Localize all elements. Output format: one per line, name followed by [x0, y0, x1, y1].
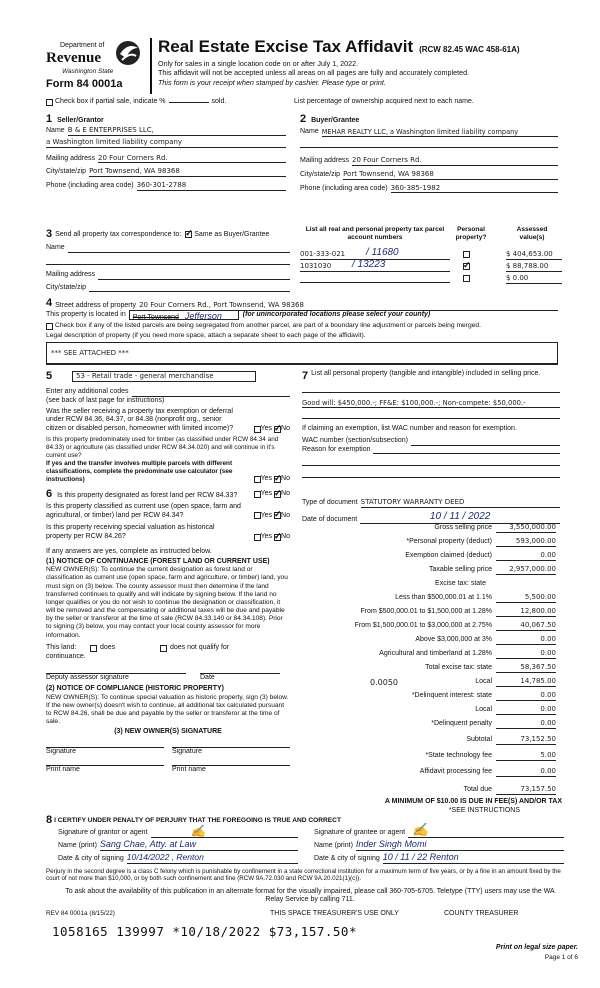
- yes-label: Yes: [260, 511, 273, 519]
- parcel-rows: [300, 247, 562, 285]
- does-not-qualify-checkbox[interactable]: [160, 645, 167, 652]
- additional-codes-note: (see back of last page for instructions): [46, 396, 165, 404]
- personal-col-header: Personal property?: [455, 226, 487, 242]
- calc-value: 40,067.50: [496, 621, 556, 631]
- same-as-buyer-checkbox[interactable]: [185, 231, 192, 238]
- seller-section-number: 1: [46, 113, 53, 125]
- seller-name-1: B & E ENTERPRISES LLC,: [68, 126, 286, 136]
- signature-label-1: Signature: [46, 748, 76, 756]
- agency-state: Washington State: [62, 68, 114, 75]
- this-land-label: This land:: [46, 643, 77, 651]
- calc-label: Excise tax: state: [435, 580, 486, 588]
- grantor-date-label: Date & city of signing: [58, 855, 124, 863]
- same-as-buyer-label: Same as Buyer/Grantee: [194, 230, 270, 238]
- q-current-use-yes[interactable]: [254, 512, 261, 519]
- q-timber-calc: If yes and the transfer involves multiple parcels with different classifications, complete the predominate use calculator (see instructions): [46, 459, 233, 483]
- grantee-signature: ✍: [412, 822, 429, 837]
- calc-label: Affidavit processing fee: [419, 768, 492, 776]
- calc-row: [276, 676, 556, 687]
- calc-row: [276, 606, 556, 617]
- assessed-value: $ 404,653.00: [506, 250, 562, 260]
- parcel-row: [300, 274, 562, 285]
- header-note-3: This form is your receipt when stamped by cashier. Please type or print.: [158, 77, 386, 87]
- calc-value: 5,500.00: [496, 593, 556, 603]
- grantor-name-label: Name (print): [58, 842, 97, 850]
- section7-number: 7: [302, 370, 309, 382]
- page-number: Page 1 of 6: [544, 954, 578, 961]
- q-timber: Is this property predominately used for timber (as classified under RCW 84.34 and 84.33) or agriculture (as classified under RCW 84.34.020) and will continue in it's current use?: [46, 435, 279, 459]
- calc-row: [276, 784, 556, 795]
- header-note-1: Only for sales in a single location code on or after July 1, 2022.: [158, 59, 359, 68]
- calc-value: 14,785.00: [496, 677, 556, 687]
- seller-heading: Seller/Grantor: [57, 117, 104, 124]
- calc-row: [276, 718, 556, 729]
- use-code-select[interactable]: 53 - Retail trade - general merchandise: [72, 371, 256, 382]
- calc-label: Above $3,000,000 at 3%: [415, 636, 492, 644]
- doc-date: 10 / 11 / 2022: [360, 511, 560, 525]
- grantor-date: 10/14/2022 , Renton: [127, 852, 298, 864]
- grantor-signature-label: Signature of grantor or agent: [58, 829, 148, 837]
- buyer-heading: Buyer/Grantee: [311, 117, 360, 124]
- calc-label: *State technology fee: [425, 752, 492, 760]
- q-forest: Is this property designated as forest land per RCW 84.33?: [57, 492, 238, 499]
- seller-city: Port Townsend, WA 98368: [89, 167, 286, 177]
- calc-value: 0.00: [496, 719, 556, 729]
- q-current-use-no[interactable]: [274, 512, 281, 519]
- calc-label: Less than $500,000.01 at 1.1%: [395, 594, 492, 602]
- seller-address-label: Mailing address: [46, 154, 96, 162]
- calc-row: [276, 690, 556, 701]
- calc-label: *Personal property (deduct): [406, 538, 492, 546]
- property-address-label: Street address of property: [55, 302, 137, 309]
- buyer-section-number: 2: [300, 113, 307, 125]
- calc-value: 0.00: [496, 635, 556, 645]
- location-struck: Port Townsend: [132, 314, 179, 321]
- calc-row: [276, 620, 556, 631]
- grantee-date: 10 / 11 / 22 Renton: [383, 852, 564, 864]
- revision-label: REV 84 0001a (8/15/22): [46, 910, 115, 917]
- accessibility-note: To ask about the availability of this publication in an alternate format for the visually impaired, please call 360-705-6705. Teletype (TTY) users may use the WA Relay Service by calling 711.: [65, 888, 555, 904]
- calc-row: [276, 734, 556, 745]
- legal-description-box[interactable]: [46, 342, 558, 364]
- treasurer-use-label: THIS SPACE TREASURER'S USE ONLY: [270, 910, 399, 917]
- exemption-note: If claiming an exemption, list WAC number and reason for exemption.: [302, 425, 517, 433]
- deputy-signature-label: Deputy assessor signature: [46, 674, 129, 682]
- grantee-date-label: Date & city of signing: [314, 855, 380, 863]
- calc-label: Subtotal: [466, 736, 492, 744]
- calc-value: 0.00: [496, 649, 556, 659]
- legal-description-label: Legal description of property (if you need more space, attach a separate sheet to each page of the affidavit).: [46, 332, 366, 339]
- header-note-2: This affidavit will not be accepted unless all areas on all pages are fully and accurately completed.: [158, 68, 470, 78]
- no-label: No: [281, 490, 290, 497]
- form-number: Form 84 0001a: [46, 78, 123, 90]
- corr-name-label: Name: [46, 244, 65, 251]
- see-instructions: *SEE INSTRUCTIONS: [448, 807, 520, 814]
- property-section-number: 4: [46, 297, 53, 309]
- buyer-city: Port Townsend, WA 98368: [343, 170, 558, 180]
- calc-label: *Delinquent interest: state: [411, 692, 492, 700]
- tax-calculation: [300, 522, 562, 832]
- parcel-number: 001-333-021: [300, 250, 450, 260]
- legal-box-bottom: [46, 364, 558, 365]
- agency-name: Revenue: [46, 50, 101, 66]
- buyer-phone: 360-385-1982: [391, 184, 558, 194]
- seller-phone: 360-301-2788: [137, 181, 286, 191]
- grantor-name: Sang Chae, Atty. at Law: [100, 839, 298, 851]
- wac-label: WAC number (section/subsection): [302, 436, 408, 444]
- calc-row: [276, 536, 556, 547]
- section8-number: 8: [46, 814, 53, 826]
- calc-value: 73,152.50: [496, 735, 556, 745]
- q-forest-no[interactable]: [274, 491, 281, 498]
- no-label: No: [281, 425, 290, 432]
- calc-label: Total excise tax: state: [425, 664, 492, 672]
- located-note: (for unincorporated locations please select your county): [242, 310, 431, 318]
- list-percentage-note: List percentage of ownership acquired next to each name.: [294, 98, 474, 105]
- perjury-statement: Perjury in the second degree is a class C felony which is punishable by confinement in a state correctional institution for a maximum term of five years, or by a fine in an amount fixed by the court of not more than $10,000, or by both such confinement and fine (RCW 9A.72.030 and RCW 9A.20.021(1)(c)).: [46, 868, 561, 883]
- notice2-title: (2) NOTICE OF COMPLIANCE (HISTORIC PROPERTY): [46, 685, 224, 693]
- parcel-row: [300, 247, 562, 261]
- segregated-label: Check box if any of the listed parcels are being segregated from another parcel, are part of a boundary line adjustment or parcels being merged.: [55, 322, 482, 329]
- doc-type-label: Type of document: [302, 499, 358, 506]
- calc-value: 3,550,000.00: [496, 523, 556, 533]
- calc-row: [276, 550, 556, 561]
- signature-label-2: Signature: [172, 748, 202, 756]
- calc-label: Agricultural and timberland at 1.28%: [379, 650, 492, 658]
- no-label: No: [281, 475, 290, 482]
- calc-row: [276, 750, 556, 761]
- q-historic-yes[interactable]: [254, 534, 261, 541]
- notice2-text: NEW OWNER(S): To continue special valuation as historic property, sign (3) below. If the new owner(s) doesn't wish to continue, all additional tax calculated pursuant to RCW 84.26, shall be due and payable by the seller or transferor at the time of sale.: [46, 693, 289, 726]
- calc-row: [276, 704, 556, 715]
- q-exemption: Was the seller receiving a property tax exemption or deferral under RCW 84.36, 84.37, or 84.38 (nonprofit org., senior citizen or disabled person, homeowner with limited income)?: [46, 407, 234, 432]
- sold-label: sold.: [211, 98, 227, 105]
- calc-value: 0.00: [496, 551, 556, 561]
- yes-label: Yes: [260, 533, 273, 540]
- assessed-value: $ 88,788.00: [506, 262, 562, 272]
- no-label: No: [281, 511, 290, 519]
- correspondence-heading: Send all property tax correspondence to:: [55, 230, 182, 238]
- parcel-col-header: List all real and personal property tax parcel account numbers: [305, 226, 445, 242]
- q-exemption-no[interactable]: [274, 426, 281, 433]
- corr-address-label: Mailing address: [46, 270, 96, 278]
- calc-label: From $500,000.01 to $1,500,000 at 1.28%: [360, 608, 492, 616]
- section7-heading: List all personal property (tangible and intangible) included in selling price.: [311, 370, 541, 377]
- calc-label: From $1,500,000.01 to $3,000,000 at 2.75%: [354, 622, 492, 630]
- buyer-city-label: City/state/zip: [300, 170, 341, 178]
- located-label: This property is located in: [46, 310, 126, 318]
- calc-label: Local: [475, 706, 492, 714]
- parcel-number: 1031030: [300, 262, 450, 272]
- calc-value: 12,800.00: [496, 607, 556, 617]
- location-handwritten: Jefferson: [184, 311, 222, 321]
- buyer-name: MEHAR REALTY LLC, a Washington limited liability company: [322, 128, 558, 137]
- local-rate: 0.0050: [370, 678, 398, 687]
- seller-address: 20 Four Corners Rd.: [98, 154, 286, 164]
- q-timber-yes[interactable]: [254, 476, 261, 483]
- print-name-label-1: Print name: [46, 765, 80, 773]
- personal-property-checkbox[interactable]: [463, 263, 470, 270]
- seller-name-label: Name: [46, 127, 65, 134]
- certify-statement: I CERTIFY UNDER PENALTY OF PERJURY THAT THE FOREGOING IS TRUE AND CORRECT: [54, 816, 341, 824]
- buyer-name-label: Name: [300, 128, 319, 136]
- cashier-stamp: 1058165 139997 *10/18/2022 $73,157.50*: [52, 924, 357, 939]
- parcel-row: [300, 259, 562, 273]
- calc-value: 58,367.50: [496, 663, 556, 673]
- grantee-signature-label: Signature of grantee or agent: [314, 829, 406, 837]
- partial-sale-checkbox[interactable]: [46, 99, 53, 106]
- section6-number: 6: [46, 488, 53, 500]
- calc-label: Taxable selling price: [428, 566, 492, 574]
- buyer-address-label: Mailing address: [300, 157, 350, 165]
- legal-paper-note: Print on legal size paper.: [495, 944, 578, 951]
- calc-row: [276, 522, 556, 533]
- continuance-label: continuance.: [46, 652, 86, 660]
- if-yes-note: If any answers are yes, complete as instructed below.: [46, 547, 212, 555]
- yes-label: Yes: [260, 475, 273, 482]
- calc-label: *Delinquent penalty: [431, 720, 492, 728]
- q-historic: Is this property receiving special valuation as historical property per RCW 84.26?: [46, 524, 215, 540]
- personal-property-list: Good will: $450,000.-; FF&E: $100,000.-; Non-compete: $50,000.-: [302, 399, 560, 408]
- grantee-name: Inder Singh Momi: [356, 839, 564, 851]
- yes-label: Yes: [260, 490, 273, 497]
- does-not-label: does not qualify for: [170, 643, 230, 651]
- calc-row: [210, 578, 490, 589]
- buyer-phone-label: Phone (including area code): [300, 184, 388, 192]
- notice1-text: NEW OWNER(S): To continue the current designation as forest land or classification as current use (open space, farm and agriculture, or timber) land, you must sign on (3) below. The county assessor must then determine if the land transferred continues to qualify and will indicate by signing below. If the land no longer qualifies or you do not wish to continue the designation or classification, it will be removed and the compensating or additional taxes will be due and payable by the seller or transferor at the time of sale (RCW 84.33.140 or 84.34.108). Prior to signing (3) below, you may contact your local county assessor for more information.: [46, 566, 288, 639]
- minimum-due: A MINIMUM OF $10.00 IS DUE IN FEE(S) AND/OR TAX: [384, 798, 562, 805]
- reason-label: Reason for exemption: [302, 445, 371, 453]
- agency-logo: [44, 38, 148, 94]
- doc-type: STATUTORY WARRANTY DEED: [361, 498, 560, 508]
- calc-value: 2,957,000.00: [496, 565, 556, 575]
- notice1-title: (1) NOTICE OF CONTINUANCE (FOREST LAND OR CURRENT USE): [46, 557, 270, 565]
- calc-value: 5.00: [496, 751, 556, 761]
- new-owner-signature-heading: (3) NEW OWNER(S) SIGNATURE: [114, 728, 222, 736]
- q-current-use: Is this property classified as current use (open space, farm and agricultural, or timber) land per RCW 84.34?: [46, 502, 241, 519]
- calc-row: [276, 634, 556, 645]
- form-rcw: (RCW 82.45 WAC 458-61A): [419, 45, 520, 54]
- print-name-label-2: Print name: [172, 765, 206, 773]
- q-forest-yes[interactable]: [254, 491, 261, 498]
- correspondence-section-number: 3: [46, 228, 53, 240]
- no-label: No: [281, 533, 290, 540]
- calc-row: [276, 592, 556, 603]
- yes-label: Yes: [260, 425, 273, 432]
- q-exemption-yes[interactable]: [254, 426, 261, 433]
- seller-name-2: a Washington limited liability company: [46, 138, 286, 148]
- assessed-value: $ 0.00: [506, 274, 562, 284]
- header-divider: [150, 38, 152, 94]
- buyer-address: 20 Four Corners Rd.: [352, 156, 558, 166]
- parcel-handwritten: / 13223: [352, 259, 386, 270]
- seller-phone-label: Phone (including area code): [46, 182, 134, 189]
- personal-property-checkbox[interactable]: [463, 275, 470, 282]
- corr-city-label: City/state/zip: [46, 283, 87, 291]
- location-select[interactable]: [129, 310, 239, 320]
- seller-city-label: City/state/zip: [46, 168, 87, 176]
- revenue-logo-icon: [114, 40, 142, 66]
- assessed-col-header: Assessed value(s): [516, 226, 548, 242]
- calc-label: Local: [475, 678, 492, 686]
- parcel-handwritten: / 11680: [366, 247, 399, 258]
- calc-row: [276, 648, 556, 659]
- property-address: 20 Four Corners Rd., Port Townsend, WA 98368: [139, 301, 558, 311]
- calc-label: Gross selling price: [434, 524, 492, 532]
- segregated-checkbox[interactable]: [46, 323, 53, 330]
- form-title: Real Estate Excise Tax Affidavit: [158, 37, 414, 56]
- legal-description: *** SEE ATTACHED ***: [51, 349, 129, 357]
- section5-number: 5: [46, 370, 53, 382]
- calc-value: 0.00: [496, 705, 556, 715]
- grantor-signature: ✍: [190, 824, 206, 838]
- calc-value: 0.00: [496, 767, 556, 777]
- calc-value: 73,157.50: [496, 785, 556, 795]
- calc-row: [276, 766, 556, 777]
- additional-codes-label: Enter any additional codes: [46, 388, 129, 395]
- does-qualify-checkbox[interactable]: [90, 645, 97, 652]
- partial-sale-label: Check box if partial sale, indicate %: [55, 98, 166, 105]
- deputy-date-label: Date: [200, 674, 215, 682]
- calc-label: Total due: [463, 786, 492, 794]
- calc-value: 0.00: [496, 691, 556, 701]
- personal-property-checkbox[interactable]: [463, 251, 470, 258]
- agency-dept: Department of: [60, 42, 105, 49]
- calc-label: Exemption claimed (deduct): [405, 552, 492, 560]
- county-treasurer-label: COUNTY TREASURER: [444, 910, 519, 917]
- does-label: does: [100, 643, 116, 651]
- calc-value: 593,000.00: [496, 537, 556, 547]
- calc-row: [276, 564, 556, 575]
- grantee-name-label: Name (print): [314, 842, 353, 850]
- doc-date-label: Date of document: [302, 515, 358, 523]
- calc-row: [276, 662, 556, 673]
- q-timber-no[interactable]: [274, 476, 281, 483]
